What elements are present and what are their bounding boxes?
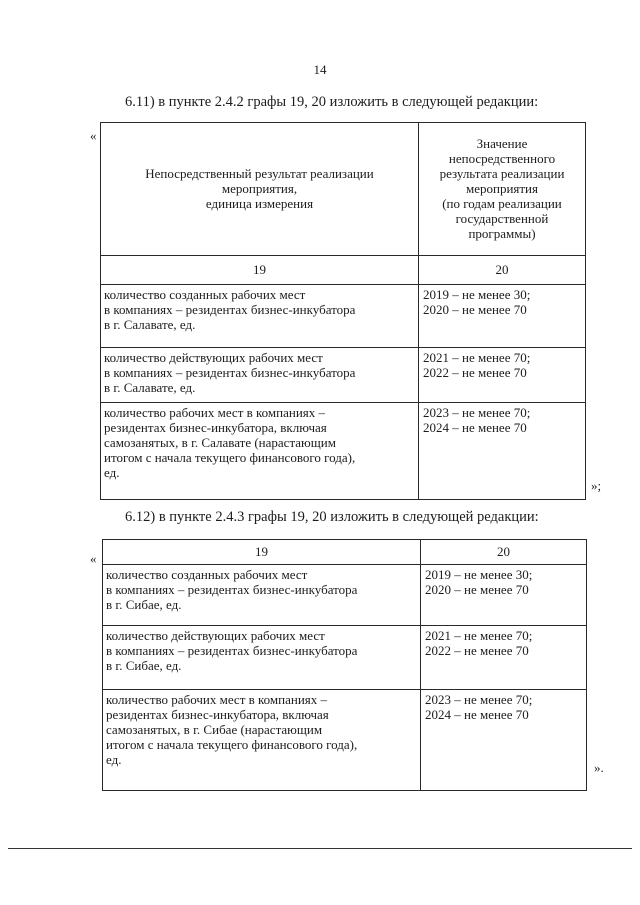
table-row: [103, 626, 587, 690]
table-row: [103, 690, 587, 791]
paragraph-6-11: 6.11) в пункте 2.4.2 графы 19, 20 изложить в следующей редакции:: [125, 94, 539, 110]
footer-rule: [8, 848, 632, 849]
column-20-label: 20: [421, 540, 587, 565]
value-cell: 2021 – не менее 70; 2022 – не менее 70: [421, 626, 587, 690]
result-cell: количество рабочих мест в компаниях – резидентах бизнес-инкубатора, включая самозанятых, в г. Салавате (нарастающим итогом с начала текущего финансового года), ед.: [101, 403, 419, 500]
paragraph-6-12: 6.12) в пункте 2.4.3 графы 19, 20 изложить в следующей редакции:: [125, 509, 539, 525]
header-result-cell: Непосредственный результат реализации мероприятия, единица измерения: [101, 123, 419, 256]
table-2-4-3: [102, 539, 587, 791]
value-cell: 2021 – не менее 70; 2022 – не менее 70: [419, 348, 586, 403]
table-row: [101, 403, 586, 500]
result-cell: количество действующих рабочих мест в компаниях – резидентах бизнес-инкубатора в г. Сибае, ед.: [103, 626, 421, 690]
open-quote-1: «: [90, 128, 97, 143]
column-20-label: 20: [419, 256, 586, 285]
column-19-label: 19: [101, 256, 419, 285]
table-row: [101, 285, 586, 348]
value-cell: 2019 – не менее 30; 2020 – не менее 70: [421, 565, 587, 626]
table-2-4-2: [100, 122, 586, 500]
column-number-row: [101, 256, 586, 285]
column-19-label: 19: [103, 540, 421, 565]
result-cell: количество рабочих мест в компаниях – резидентах бизнес-инкубатора, включая самозанятых, в г. Сибае (нарастающим итогом с начала текущего финансового года), ед.: [103, 690, 421, 791]
result-cell: количество созданных рабочих мест в компаниях – резидентах бизнес-инкубатора в г. Сибае, ед.: [103, 565, 421, 626]
close-quote-1: »;: [591, 478, 602, 493]
page-number: 14: [313, 62, 327, 77]
close-quote-2: ».: [594, 760, 604, 775]
value-cell: 2023 – не менее 70; 2024 – не менее 70: [421, 690, 587, 791]
open-quote-2: «: [90, 551, 97, 566]
header-value-cell: Значение непосредственного результата реализации мероприятия (по годам реализации государственной программы): [419, 123, 586, 256]
table-row: [101, 348, 586, 403]
column-number-row: [103, 540, 587, 565]
result-cell: количество действующих рабочих мест в компаниях – резидентах бизнес-инкубатора в г. Салавате, ед.: [101, 348, 419, 403]
table-header-row: [101, 123, 586, 256]
value-cell: 2019 – не менее 30; 2020 – не менее 70: [419, 285, 586, 348]
value-cell: 2023 – не менее 70; 2024 – не менее 70: [419, 403, 586, 500]
table-row: [103, 565, 587, 626]
result-cell: количество созданных рабочих мест в компаниях – резидентах бизнес-инкубатора в г. Салавате, ед.: [101, 285, 419, 348]
